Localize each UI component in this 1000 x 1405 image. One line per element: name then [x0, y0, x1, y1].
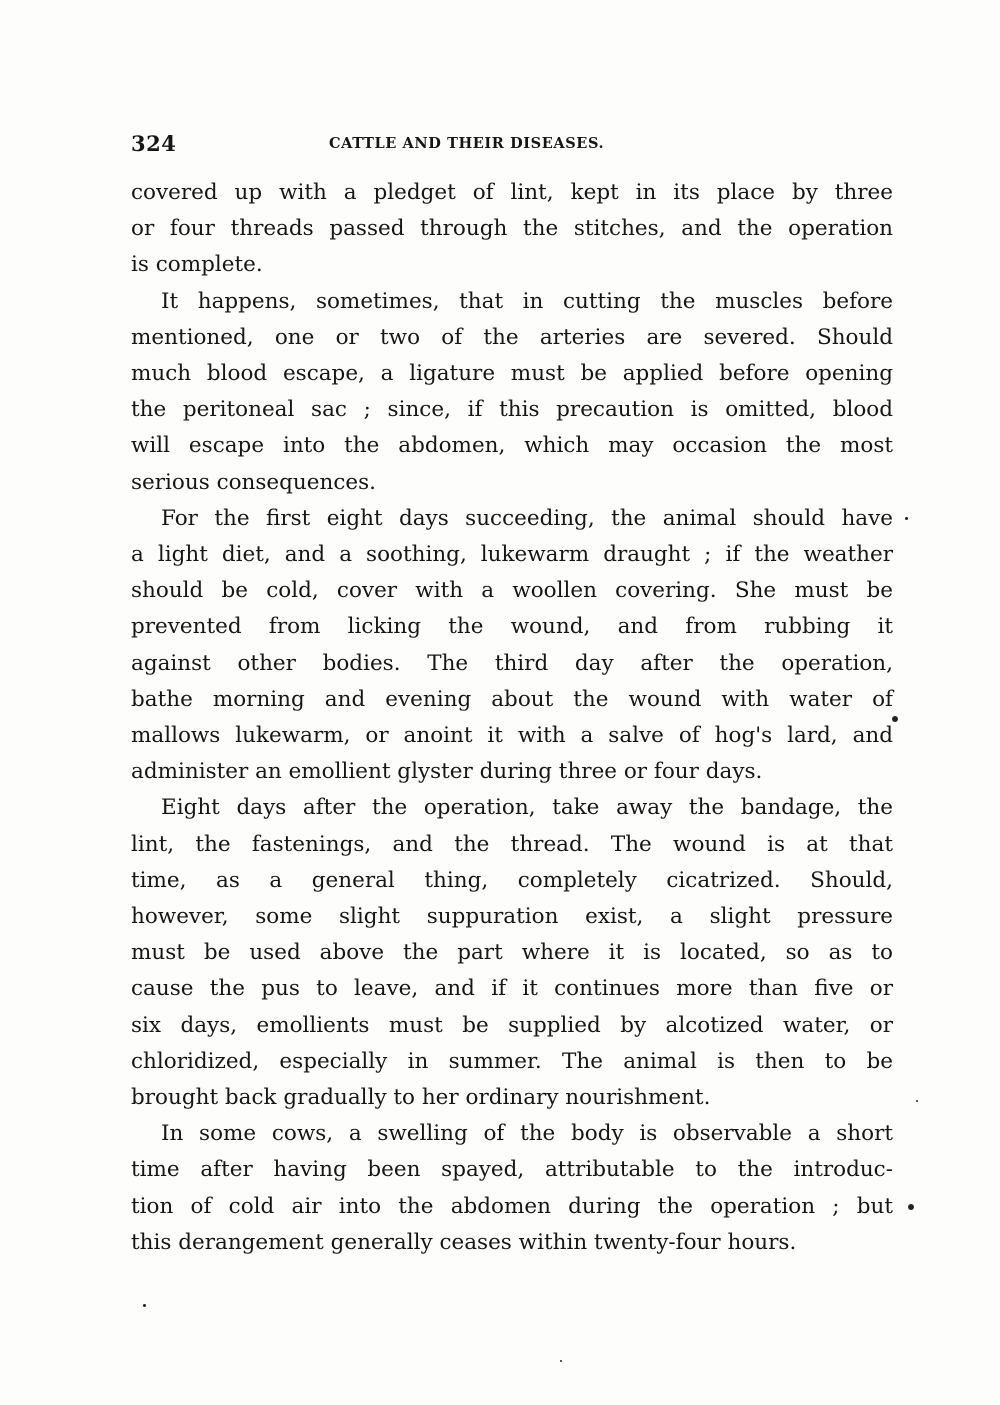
text-line: however, some slight suppuration exist, a slight pressure [131, 904, 893, 930]
body-text [131, 175, 893, 1261]
text-line: It happens, sometimes, that in cutting the muscles before [161, 288, 893, 314]
text-line: chloridized, especially in summer. The animal is then to be [131, 1048, 893, 1074]
scan-speck [560, 1360, 562, 1362]
text-line: For the first eight days succeeding, the animal should have [161, 505, 893, 531]
text-line: brought back gradually to her ordinary nourishment. [131, 1085, 711, 1111]
text-line: the peritoneal sac ; since, if this precaution is omitted, blood [131, 397, 893, 423]
text-line: time, as a general thing, completely cicatrized. Should, [131, 867, 893, 893]
text-line: serious consequences. [131, 469, 376, 495]
paragraph-2 [131, 284, 893, 501]
text-line: prevented from licking the wound, and from rubbing it [131, 614, 893, 640]
text-line: time after having been spayed, attributable to the introduc- [131, 1157, 893, 1183]
text-line: is complete. [131, 252, 263, 278]
text-line: a light diet, and a soothing, lukewarm draught ; if the weather [131, 542, 893, 568]
text-line: Eight days after the operation, take away the bandage, the [161, 795, 893, 821]
text-line: covered up with a pledget of lint, kept in its place by three [131, 180, 893, 205]
page-header [131, 131, 691, 161]
text-line: In some cows, a swelling of the body is observable a short [161, 1121, 893, 1147]
paragraph-1 [131, 175, 893, 284]
text-line: this derangement generally ceases within twenty-four hours. [131, 1229, 797, 1255]
scan-speck [905, 517, 908, 520]
text-line: cause the pus to leave, and if it continues more than five or [131, 976, 893, 1002]
scan-speck [908, 1204, 914, 1210]
text-line: against other bodies. The third day after the operation, [131, 650, 893, 676]
scan-speck [916, 1100, 918, 1102]
text-line: administer an emollient glyster during three or four days. [131, 759, 763, 785]
paragraph-5 [131, 1116, 893, 1261]
text-line: must be used above the part where it is located, so as to [131, 940, 893, 966]
text-line: mallows lukewarm, or anoint it with a salve of hog's lard, and [131, 723, 893, 749]
text-line: will escape into the abdomen, which may occasion the most [131, 433, 893, 459]
text-line: mentioned, one or two of the arteries are severed. Should [131, 324, 893, 350]
text-line: lint, the fastenings, and the thread. The wound is at that [131, 831, 893, 857]
text-line: bathe morning and evening about the wound with water of [131, 686, 893, 712]
scan-speck [143, 1304, 146, 1307]
text-line: six days, emollients must be supplied by alcotized water, or [131, 1012, 893, 1038]
paragraph-3 [131, 501, 893, 791]
text-line: or four threads passed through the stitches, and the operation [131, 216, 893, 242]
text-line: should be cold, cover with a woollen covering. She must be [131, 578, 893, 604]
text-line: tion of cold air into the abdomen during the operation ; but [131, 1193, 893, 1219]
running-head: CATTLE AND THEIR DISEASES. [329, 135, 605, 152]
text-line: much blood escape, a ligature must be applied before opening [131, 361, 893, 387]
scan-speck [892, 716, 898, 722]
page-number: 324 [131, 131, 177, 156]
paragraph-4 [131, 790, 893, 1116]
